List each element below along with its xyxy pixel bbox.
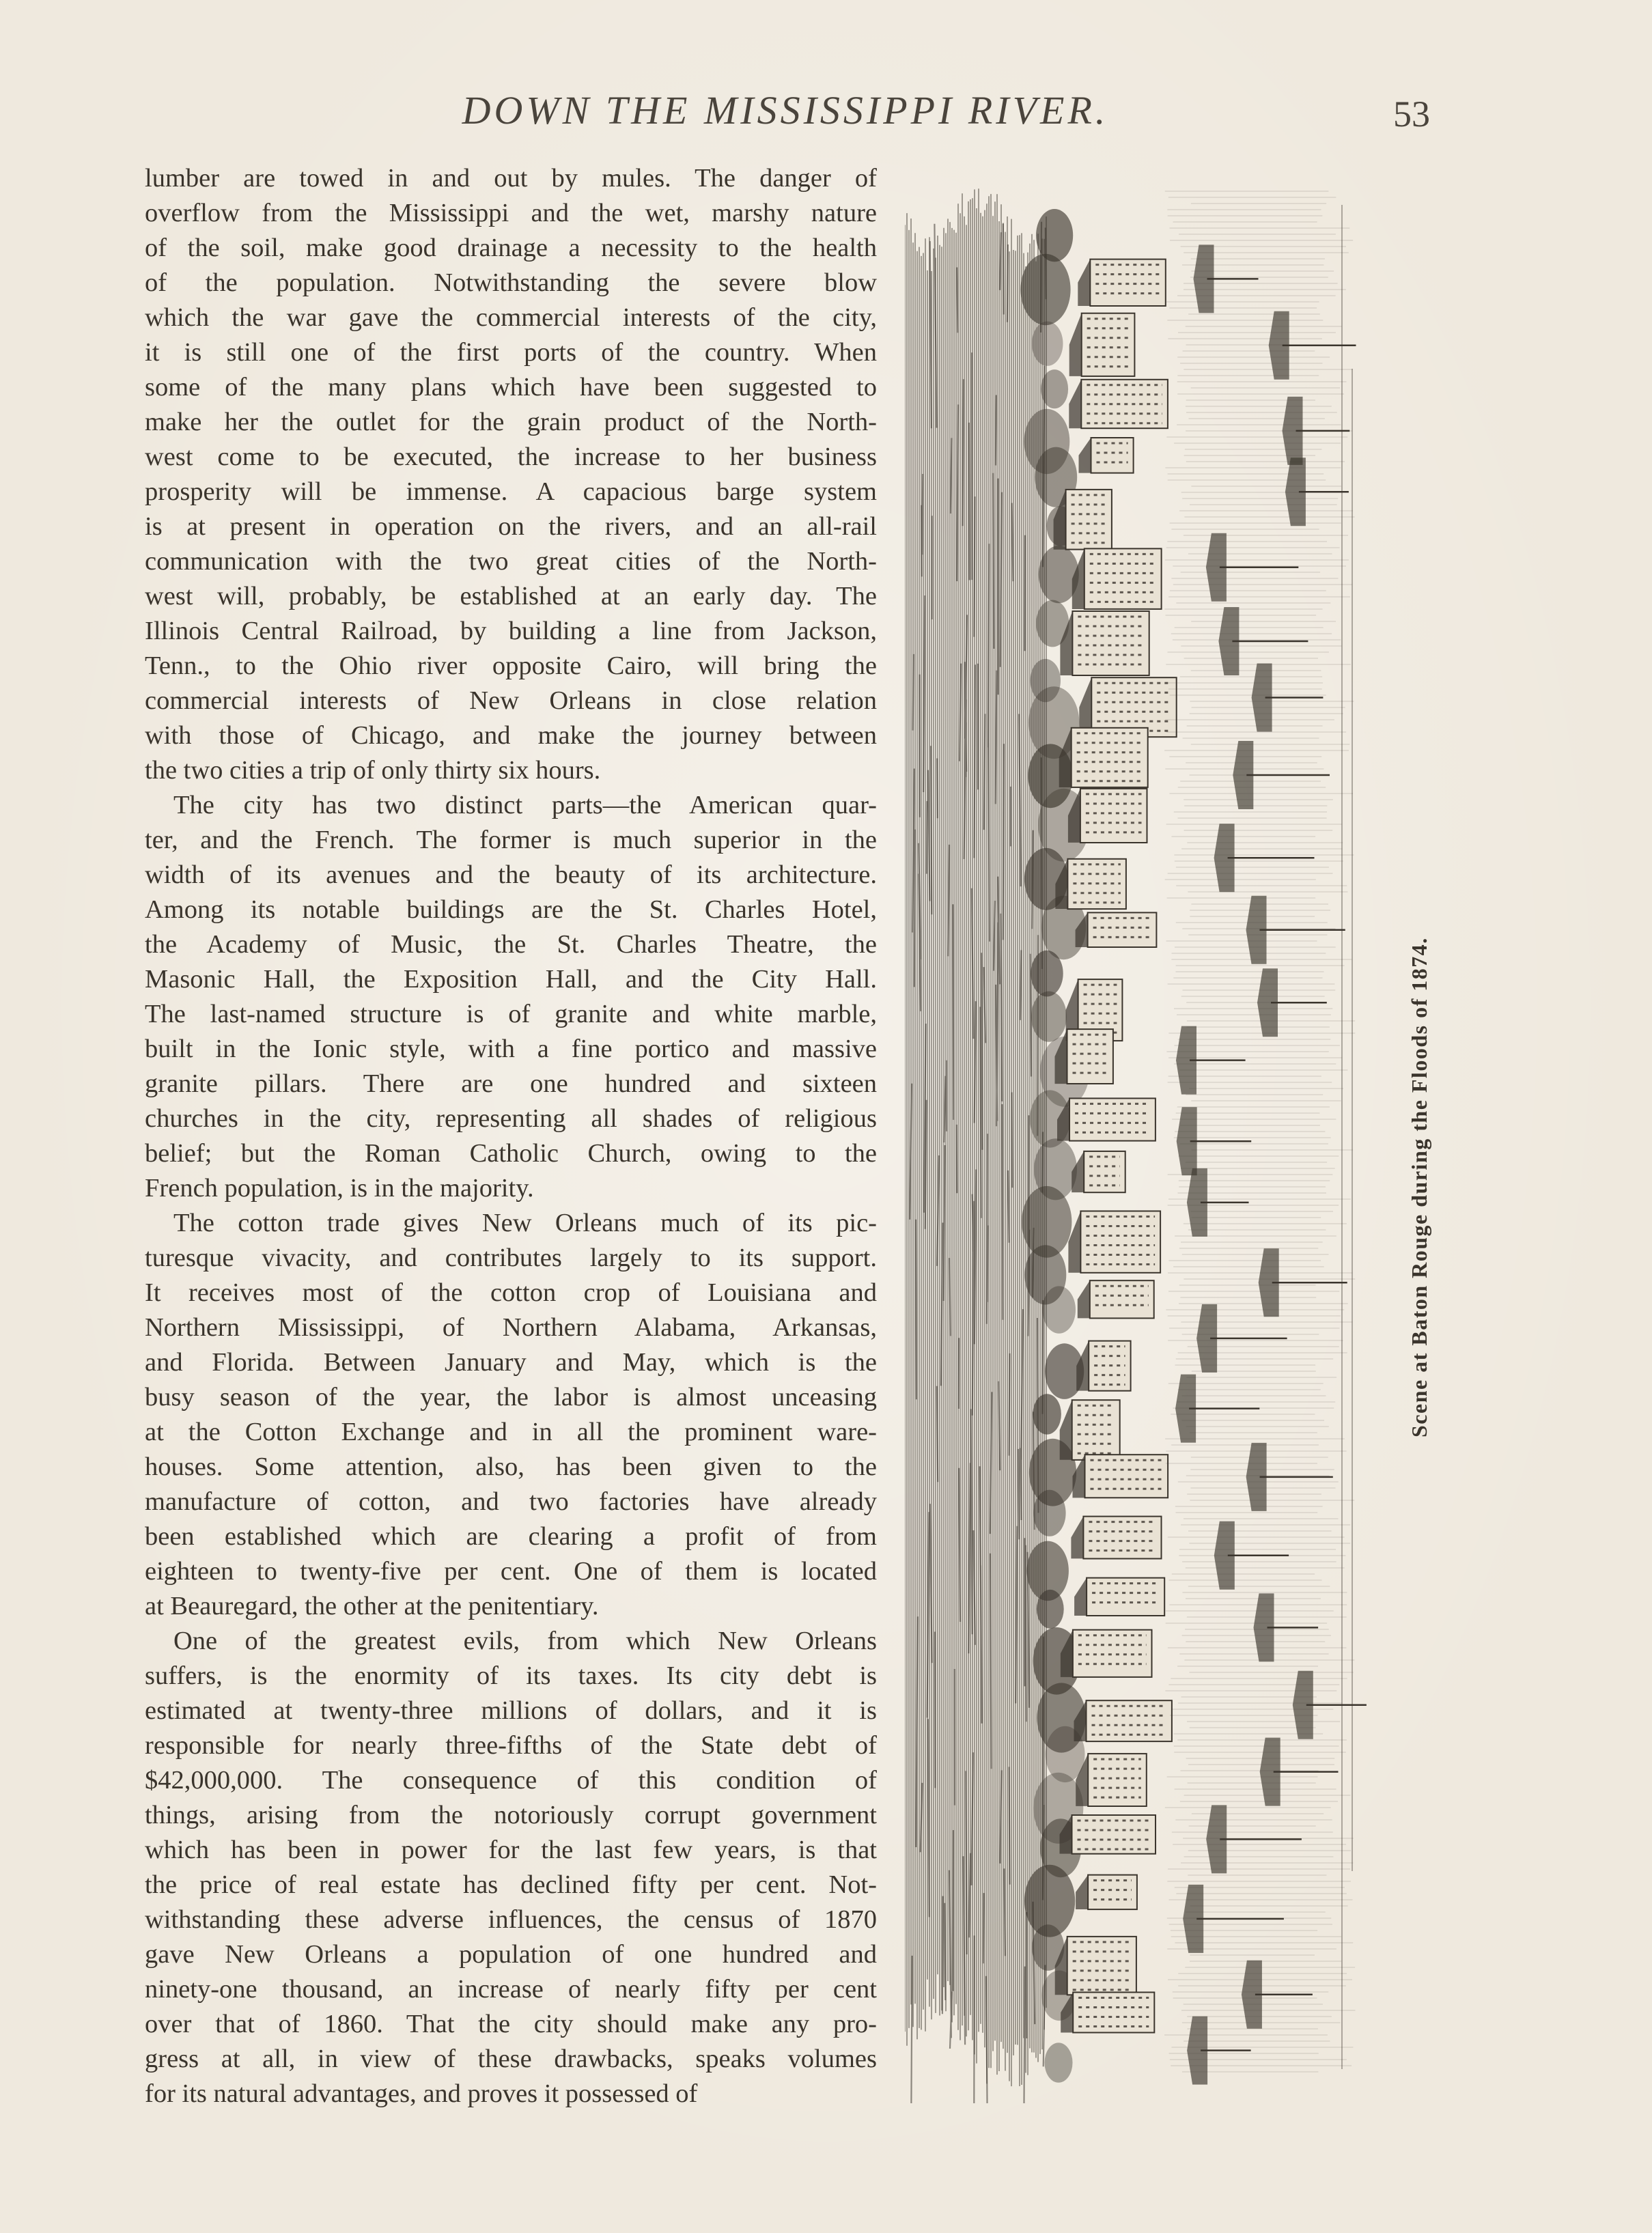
text-line: things, arising from the notoriously corrupt government — [145, 1801, 877, 1829]
building — [1090, 1280, 1154, 1318]
text-line: responsible for nearly three-fifths of the State debt of — [145, 1731, 877, 1760]
roof — [1069, 313, 1082, 376]
page-number: 53 — [1393, 94, 1430, 135]
text-line: granite pillars. There are one hundred and sixteen — [145, 1069, 877, 1098]
building — [1066, 490, 1112, 550]
body-text — [145, 161, 877, 2111]
text-line: $42,000,000. The consequence of this condition of — [145, 1766, 877, 1795]
roof — [1076, 1875, 1088, 1909]
text-line: of the soil, make good drainage a necessity to the health — [145, 234, 877, 262]
text-line: Masonic Hall, the Exposition Hall, and the City Hall. — [145, 965, 877, 994]
text-line: and Florida. Between January and May, which is the — [145, 1348, 877, 1377]
roof — [1079, 438, 1091, 473]
roof — [1060, 1400, 1072, 1460]
text-line: busy season of the year, the labor is almost unceasing — [145, 1383, 877, 1412]
building — [1072, 1400, 1120, 1460]
tree-mass — [1041, 369, 1068, 408]
text-line: Among its notable buildings are the St. Charles Hotel, — [145, 895, 877, 924]
text-line: Illinois Central Railroad, by building a line from Jackson, — [145, 617, 877, 645]
text-line: prosperity will be immense. A capacious barge system — [145, 477, 877, 506]
roof — [1074, 1578, 1087, 1616]
text-line: belief; but the Roman Catholic Church, owing to the — [145, 1139, 877, 1168]
text-line: west will, probably, be established at an early day. The — [145, 582, 877, 610]
text-line: some of the many plans which have been suggested to — [145, 373, 877, 402]
tree-mass — [1031, 951, 1063, 997]
text-line: The last-named structure is of granite and white marble, — [145, 1000, 877, 1028]
roof — [1078, 259, 1090, 306]
text-line: suffers, is the enormity of its taxes. Its city debt is — [145, 1661, 877, 1690]
building — [1087, 1700, 1172, 1741]
building — [1090, 259, 1166, 306]
tree-mass — [1033, 1490, 1066, 1536]
paragraph — [145, 788, 877, 1206]
text-line: the price of real estate has declined fifty per cent. Not- — [145, 1870, 877, 1899]
text-line: The cotton trade gives New Orleans much of its pic- — [173, 1209, 877, 1237]
roof — [1078, 1280, 1090, 1318]
text-line: churches in the city, representing all shades of religious — [145, 1104, 877, 1133]
text-line: ter, and the French. The former is much superior in the — [145, 826, 877, 854]
building — [1085, 1455, 1168, 1498]
text-line: gress at all, in view of these drawbacks, speaks volumes — [145, 2045, 877, 2073]
text-line: French population, is in the majority. — [145, 1174, 534, 1203]
tree-mass — [1032, 322, 1063, 366]
baton-rouge-flood-engraving — [905, 164, 1369, 2103]
text-line: which has been in power for the last few years, is that — [145, 1836, 877, 1864]
illustration-caption-text: Scene at Baton Rouge during the Floods of 1874. — [1407, 937, 1431, 1437]
roof — [1069, 380, 1081, 428]
building — [1072, 1815, 1156, 1854]
text-line: houses. Some attention, also, has been given to the — [145, 1452, 877, 1481]
text-line: been established which are clearing a profit of from — [145, 1522, 877, 1551]
building — [1072, 611, 1149, 675]
roof — [1076, 1341, 1089, 1391]
text-line: Northern Mississippi, of Northern Alabama, Arkansas, — [145, 1313, 877, 1342]
text-line: the Academy of Music, the St. Charles Theatre, the — [145, 930, 877, 959]
text-line: withstanding these adverse influences, the census of 1870 — [145, 1905, 877, 1934]
engraving-illustration — [905, 164, 1369, 2103]
tree-mass — [1033, 1394, 1061, 1434]
text-line: at Beauregard, the other at the penitentiary. — [145, 1592, 599, 1620]
tree-mass — [1031, 992, 1067, 1042]
tree-mass — [1020, 254, 1070, 325]
text-line: at the Cotton Exchange and in all the prominent ware- — [145, 1418, 877, 1446]
building — [1080, 789, 1147, 843]
text-line: with those of Chicago, and make the journey between — [145, 721, 877, 750]
text-line: the two cities a trip of only thirty six hours. — [145, 756, 601, 785]
text-line: built in the Ionic style, with a fine portico and massive — [145, 1035, 877, 1063]
text-line: estimated at twenty-three millions of dollars, and it is — [145, 1696, 877, 1725]
tree-mass — [1037, 1590, 1064, 1629]
building — [1067, 1937, 1136, 1995]
tree-mass — [1036, 209, 1073, 262]
text-line: over that of 1860. That the city should make any pro- — [145, 2010, 877, 2038]
text-line: of the population. Notwithstanding the severe blow — [145, 268, 877, 297]
running-head: DOWN THE MISSISSIPPI RIVER. — [462, 88, 1109, 132]
building — [1067, 1029, 1113, 1084]
text-line: west come to be executed, the increase to her business — [145, 443, 877, 471]
text-line: One of the greatest evils, from which New Orleans — [173, 1627, 877, 1655]
text-line: commercial interests of New Orleans in close relation — [145, 686, 877, 715]
text-line: The city has two distinct parts—the American quar- — [173, 791, 877, 819]
text-line: It receives most of the cotton crop of Louisiana and — [145, 1278, 877, 1307]
text-line: eighteen to twenty-five per cent. One of them is located — [145, 1557, 877, 1586]
frame-rule — [1342, 205, 1352, 2069]
building — [1084, 548, 1162, 609]
roof — [1071, 1517, 1083, 1559]
tree-mass — [1042, 1286, 1076, 1333]
text-line: communication with the two great cities of the North- — [145, 547, 877, 576]
text-line: gave New Orleans a population of one hundred and — [145, 1940, 877, 1969]
tree-mass — [1045, 2042, 1073, 2082]
text-line: overflow from the Mississippi and the wet, marshy nature — [145, 199, 877, 227]
text-line: for its natural advantages, and proves it possessed of — [145, 2079, 698, 2108]
text-line: make her the outlet for the grain product of the North- — [145, 408, 877, 436]
paragraph — [145, 161, 877, 788]
text-line: Tenn., to the Ohio river opposite Cairo, will bring the — [145, 651, 877, 680]
paragraph — [145, 1624, 877, 2111]
text-line: manufacture of cotton, and two factories have already — [145, 1487, 877, 1516]
text-line: turesque vivacity, and contributes largely to its support. — [145, 1244, 877, 1272]
building — [1073, 1993, 1154, 2033]
paragraph — [145, 1206, 877, 1624]
text-line: which the war gave the commercial interests of the city, — [145, 303, 877, 332]
building — [1072, 728, 1148, 787]
text-line: lumber are towed in and out by mules. The danger of — [145, 164, 877, 193]
text-line: is at present in operation on the rivers, and an all-rail — [145, 512, 877, 541]
text-line: width of its avenues and the beauty of its architecture. — [145, 860, 877, 889]
text-line: ninety-one thousand, an increase of nearly fifty per cent — [145, 1975, 877, 2004]
text-line: it is still one of the first ports of the country. When — [145, 338, 877, 367]
